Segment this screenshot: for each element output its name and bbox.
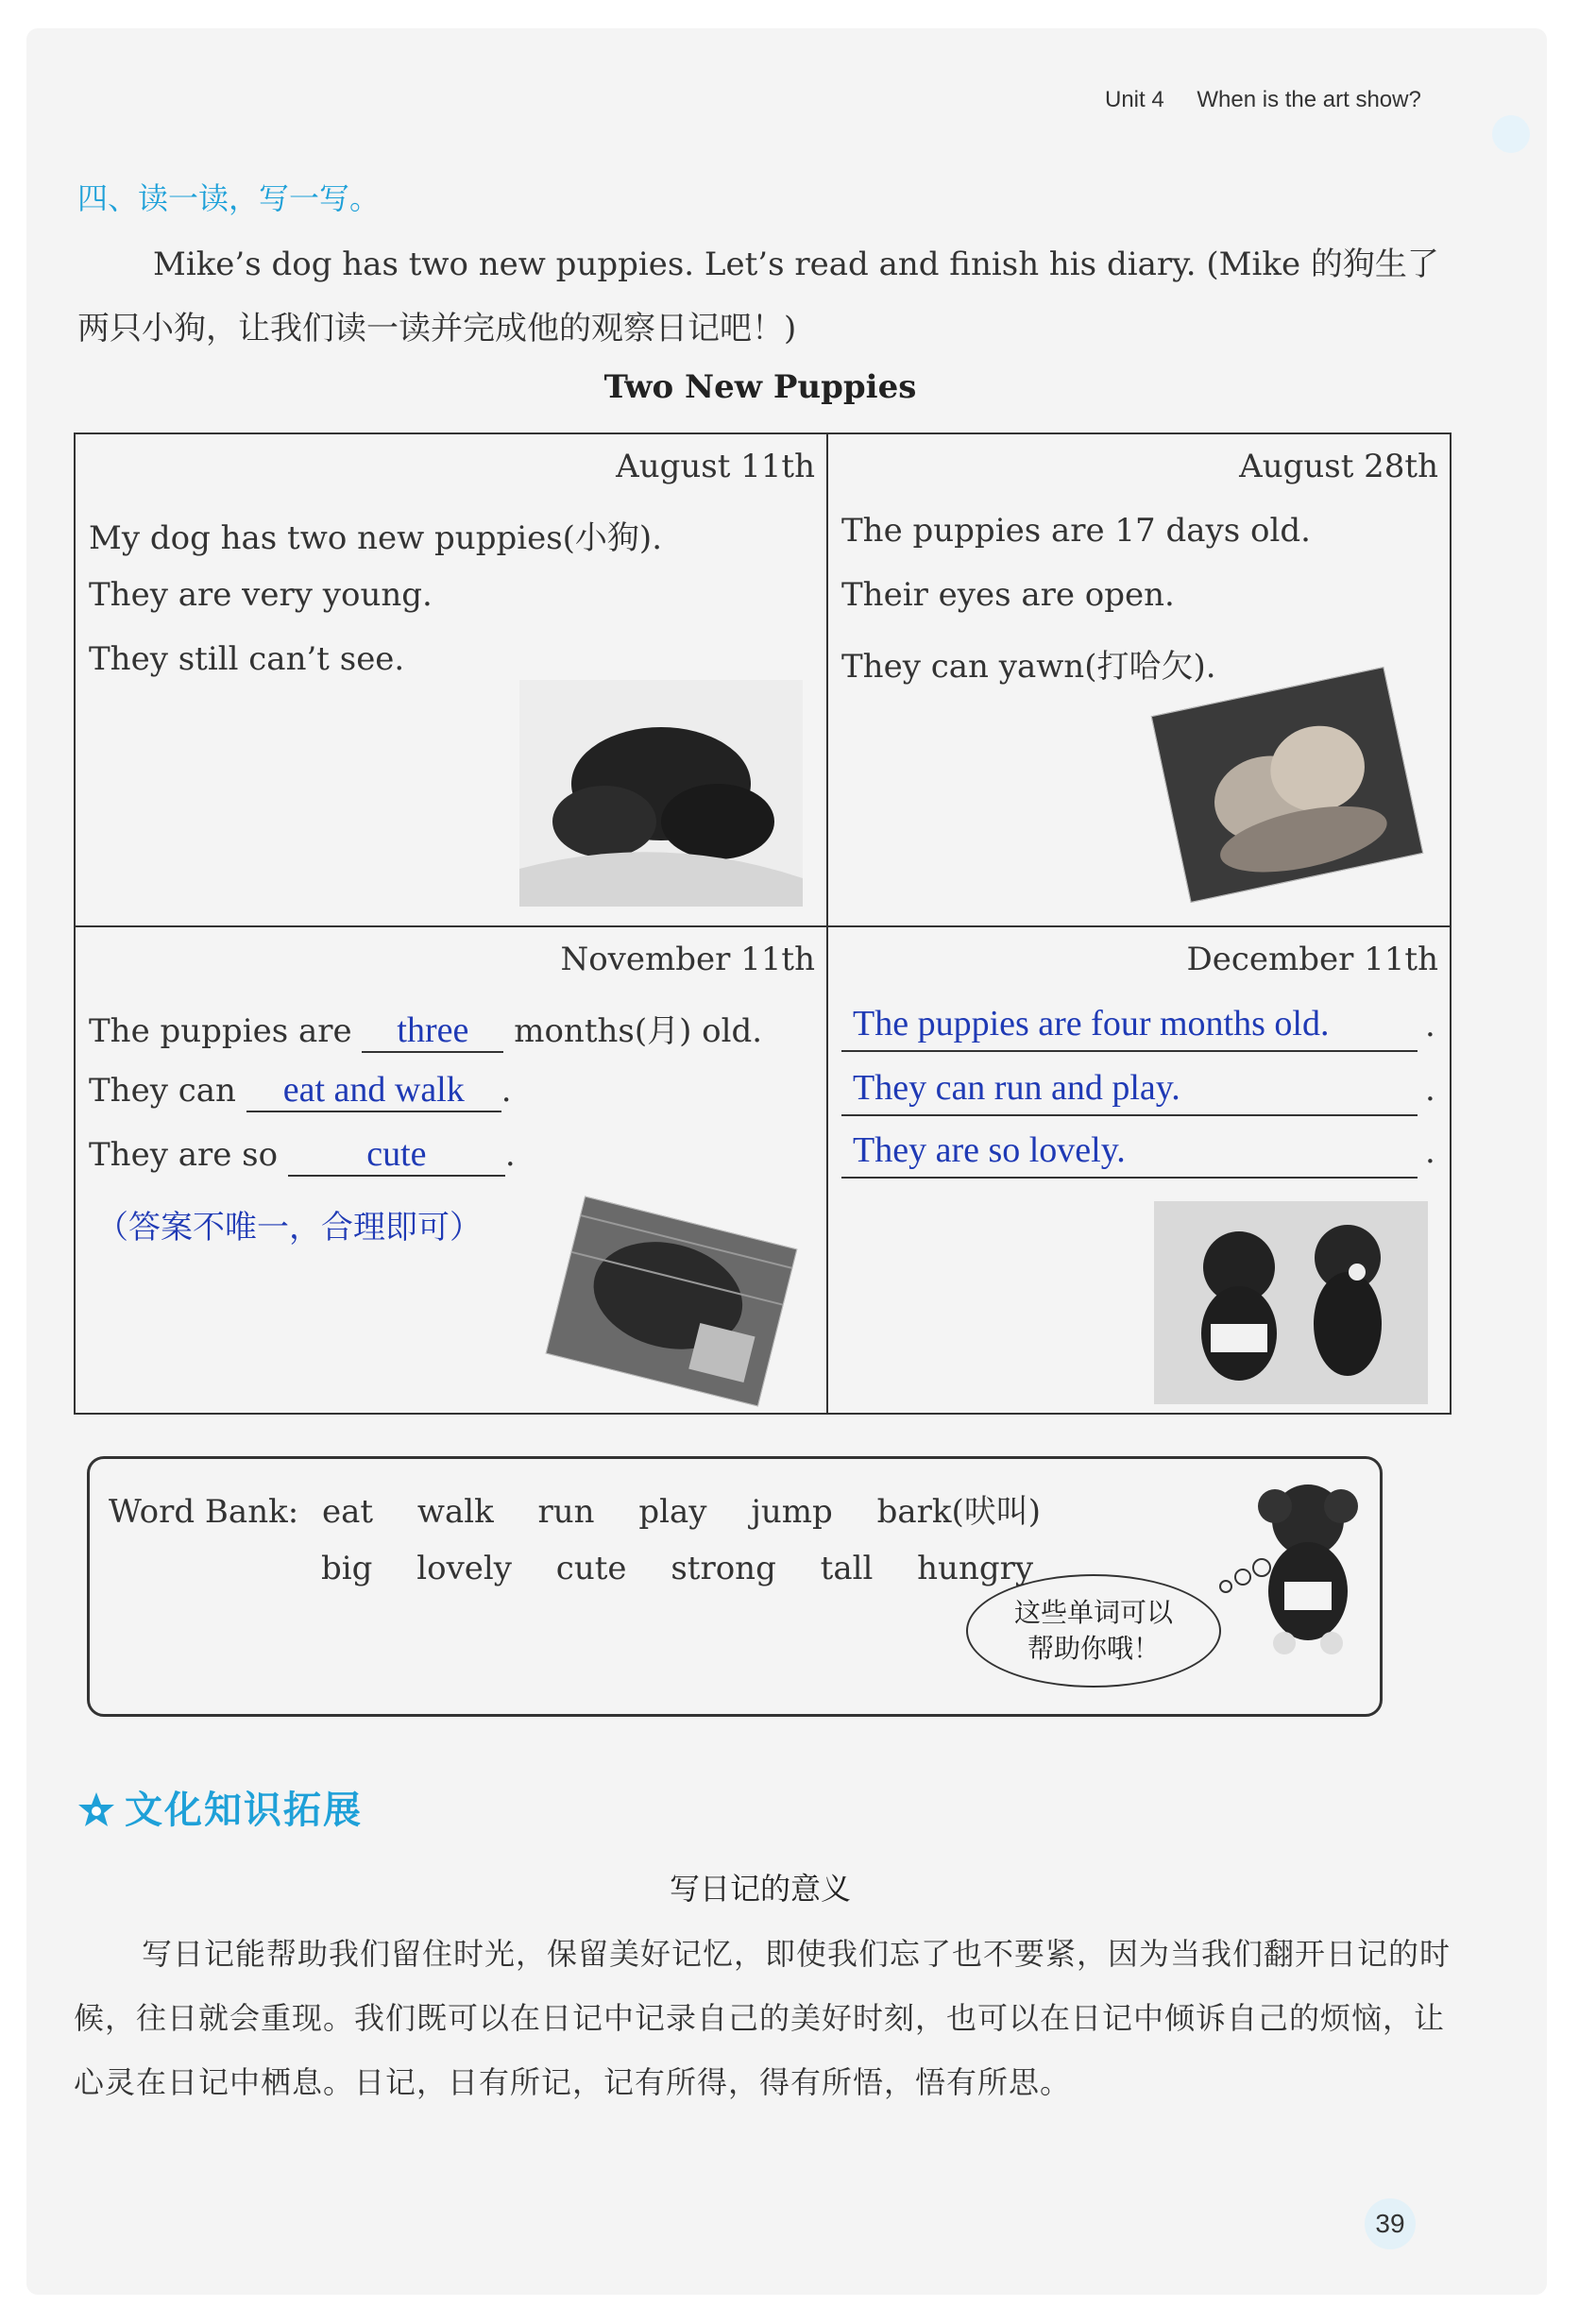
word-bank-word: play (638, 1493, 707, 1531)
word-bank-word: jump (751, 1493, 833, 1531)
entry-date: August 28th (1239, 448, 1438, 485)
diary-cell-nov-11 (76, 927, 826, 1413)
answer-line: They can run and play. (853, 1068, 1180, 1108)
sentence-start: They are so (89, 1136, 279, 1174)
period: . (1425, 1071, 1435, 1109)
entry-line-1 (89, 1005, 762, 1053)
answer-blank: cute (288, 1133, 505, 1177)
answer-underline (841, 1114, 1418, 1116)
sentence-start: The puppies are (89, 1012, 352, 1050)
word-bank-word: walk (416, 1493, 494, 1531)
answer-note: （答案不唯一，合理即可） (96, 1209, 482, 1247)
star-icon (77, 1790, 115, 1828)
puppy-photo (1154, 1201, 1428, 1404)
thought-bubble (966, 1574, 1221, 1688)
period: . (1425, 1007, 1435, 1044)
word-bank-word: eat (321, 1493, 374, 1531)
section-intro: Mike’s dog has two new puppies. Let’s read and finish his diary. (Mike 的狗生了两只小狗，让我们读一读并完成他的观察日记吧！) (77, 246, 1439, 348)
puppy-photo (1151, 667, 1423, 903)
entry-line: The puppies are 17 days old. (841, 512, 1311, 550)
word-bank-word: bark(吠叫) (876, 1493, 1042, 1531)
entry-line: They still can’t see. (89, 640, 405, 678)
entry-line-3 (89, 1133, 516, 1177)
culture-title: 写日记的意义 (669, 1871, 851, 1907)
period: . (1425, 1133, 1435, 1171)
bubble-text: 帮助你哦！ (1027, 1633, 1160, 1664)
word-bank-box (87, 1456, 1383, 1717)
entry-line: Their eyes are open. (841, 576, 1175, 614)
page-number: 39 (1365, 2198, 1416, 2249)
word-bank-row-2 (321, 1550, 1067, 1587)
word-bank-word: hungry (917, 1550, 1034, 1587)
bubble-text: 这些单词可以 (1013, 1597, 1173, 1628)
culture-heading (77, 1780, 363, 1834)
entry-line: They can yawn(打哈欠). (841, 648, 1216, 686)
answer-line: The puppies are four months old. (853, 1004, 1330, 1043)
sentence-end: months(月) old. (514, 1012, 763, 1050)
running-header (1105, 87, 1421, 113)
puppy-photo (519, 680, 803, 907)
word-bank-word: cute (555, 1550, 627, 1587)
word-bank-word: strong (671, 1550, 776, 1587)
word-bank-label: Word Bank: (109, 1493, 299, 1531)
diary-title: Two New Puppies (603, 368, 917, 406)
entry-date: December 11th (1186, 941, 1438, 978)
puppy-mascot-icon (1251, 1478, 1365, 1657)
sentence-end: . (504, 1136, 516, 1174)
entry-line: My dog has two new puppies(小狗). (89, 519, 663, 557)
diary-cell-aug-28 (828, 434, 1450, 925)
answer-underline (841, 1050, 1418, 1052)
unit-label: Unit 4 (1105, 87, 1164, 112)
unit-title: When is the art show? (1197, 87, 1421, 112)
entry-date: November 11th (560, 941, 815, 978)
entry-line: They are very young. (89, 576, 433, 614)
answer-blank: eat and walk (246, 1069, 501, 1112)
word-bank-word: lovely (416, 1550, 512, 1587)
sentence-end: . (501, 1072, 512, 1110)
puppy-photo (546, 1196, 798, 1406)
culture-heading-text: 文化知识拓展 (125, 1789, 363, 1832)
diary-cell-aug-11 (76, 434, 826, 925)
section-title: 四、读一读，写一写。 (77, 180, 381, 216)
entry-date: August 11th (616, 448, 815, 485)
culture-body: 写日记能帮助我们留住时光，保留美好记忆，即使我们忘了也不要紧，因为当我们翻开日记的时候，往日就会重现。我们既可以在日记中记录自己的美好时刻，也可以在日记中倾诉自己的烦恼，让心灵在日记中栖息。日记，日有所记，记有所得，得有所悟，悟有所思。 (74, 1936, 1452, 2100)
diary-cell-dec-11 (828, 927, 1450, 1413)
answer-blank: three (362, 1009, 503, 1053)
answer-underline (841, 1177, 1418, 1179)
word-bank-word: tall (820, 1550, 874, 1587)
diary-grid (74, 433, 1452, 1415)
word-bank-row-1 (109, 1485, 1075, 1532)
corner-decoration (1492, 115, 1530, 153)
answer-line: They are so lovely. (853, 1130, 1126, 1170)
entry-line-2 (89, 1069, 512, 1112)
word-bank-word: big (321, 1550, 373, 1587)
word-bank-word: run (537, 1493, 595, 1531)
sentence-start: They can (89, 1072, 236, 1110)
